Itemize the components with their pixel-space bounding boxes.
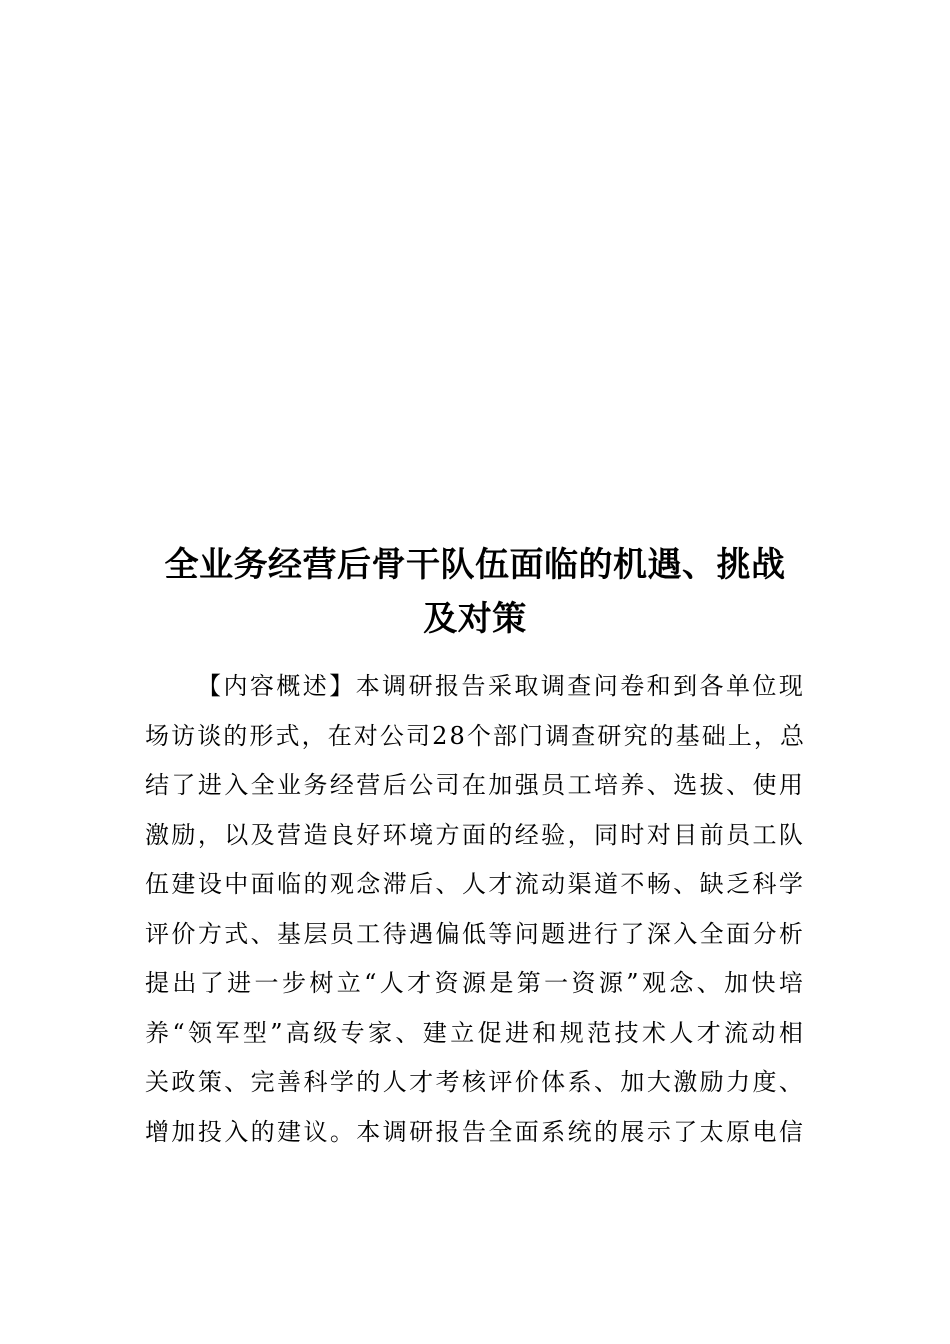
abstract-paragraph [145, 662, 805, 1157]
title-line: 全业务经营后骨干队伍面临的机遇、挑战 [164, 545, 786, 585]
document-title [140, 538, 810, 646]
abstract-line: 养“领军型”高级专家、建立促进和规范技术人才流动相 [145, 1018, 805, 1047]
abstract-line: 激励，以及营造良好环境方面的经验，同时对目前员工队 [145, 820, 805, 849]
abstract-line: 场访谈的形式，在对公司28个部门调查研究的基础上，总 [145, 721, 807, 750]
abstract-line: 评价方式、基层员工待遇偏低等问题进行了深入全面分析 [145, 919, 805, 948]
abstract-line: 伍建设中面临的观念滞后、人才流动渠道不畅、缺乏科学 [145, 870, 805, 898]
abstract-line: 增加投入的建议。本调研报告全面系统的展示了太原电信 [145, 1117, 805, 1146]
abstract-line: 【内容概述】本调研报告采取调查问卷和到各单位现 [197, 672, 805, 700]
abstract-line: 提出了进一步树立“人才资源是第一资源”观念、加快培 [145, 969, 805, 997]
title-line: 及对策 [423, 599, 527, 639]
abstract-line: 结了进入全业务经营后公司在加强员工培养、选拔、使用 [145, 771, 805, 799]
abstract-line: 关政策、完善科学的人才考核评价体系、加大激励力度、 [145, 1068, 805, 1096]
